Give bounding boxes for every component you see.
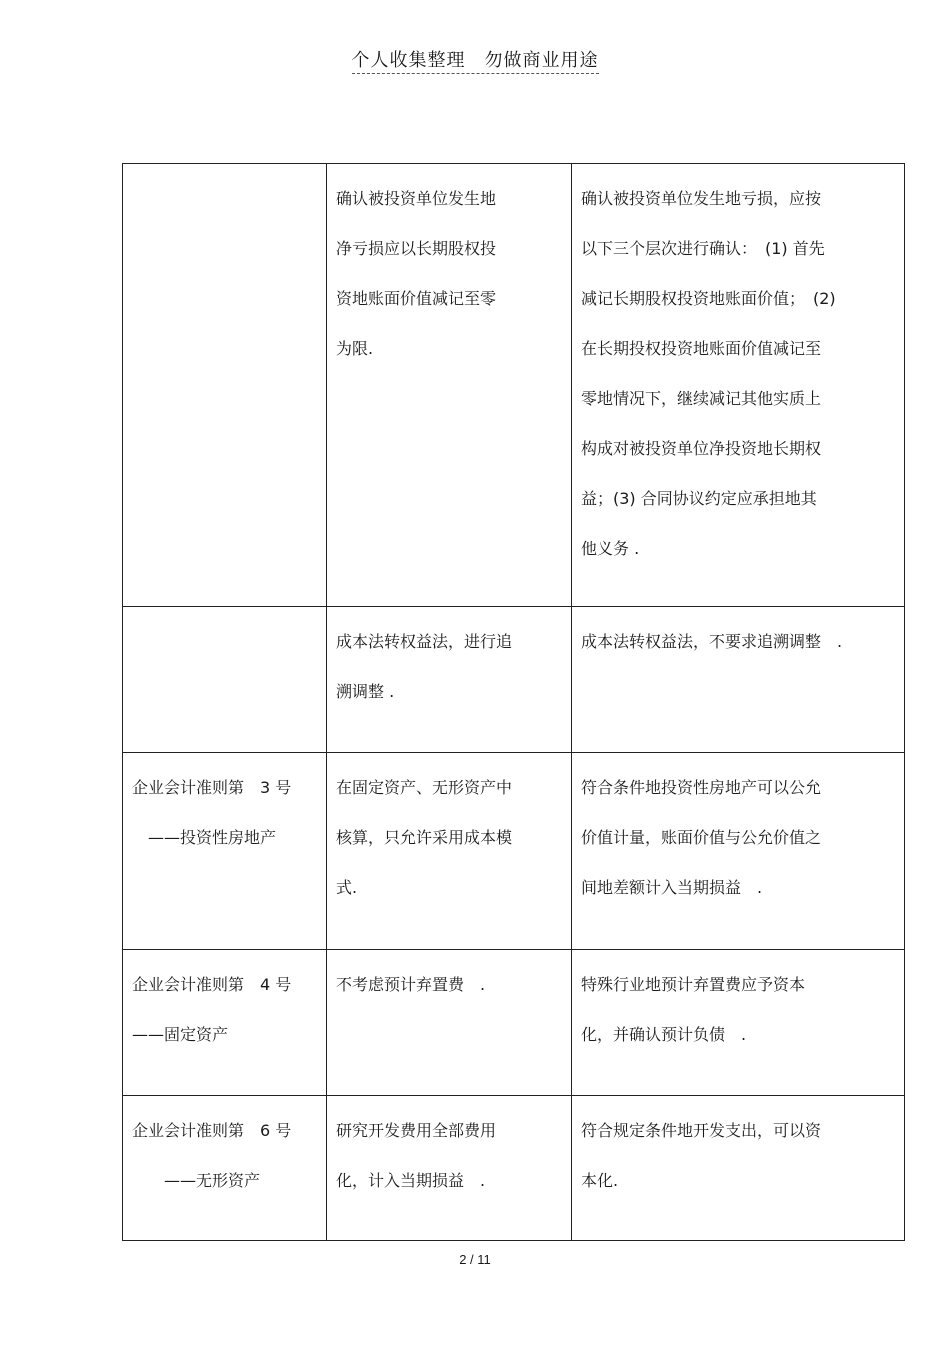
new-rule-cell [572,1096,905,1241]
standard-cell [123,607,327,753]
page-header [0,46,950,72]
standard-cell [123,950,327,1096]
table-row [123,950,905,1096]
standard-cell [123,1096,327,1241]
standard-cell [123,164,327,607]
page-number: 2 / 11 [459,1252,491,1267]
new-rule-text: 符合规定条件地开发支出，可以资 本化. [581,1121,822,1190]
standard-name: 企业会计准则第 6 号 [132,1121,292,1140]
new-rule-cell [572,950,905,1096]
old-rule-cell [327,164,572,607]
standard-subject: ——无形资产 [132,1171,261,1190]
table-row [123,1096,905,1241]
new-rule-text: 成本法转权益法，不要求追溯调整 . [581,632,843,651]
old-rule-text: 成本法转权益法，进行追 溯调整 . [336,632,513,701]
old-rule-text: 确认被投资单位发生地 净亏损应以长期股权投 资地账面价值减记至零 为限. [336,189,497,358]
new-rule-cell [572,753,905,950]
old-rule-text: 不考虑预计弃置费 . [336,975,486,994]
old-rule-cell [327,950,572,1096]
standard-name: 企业会计准则第 3 号 [132,778,292,797]
new-rule-cell [572,164,905,607]
old-rule-text: 在固定资产、无形资产中 核算，只允许采用成本模 式. [336,778,513,897]
header-text: 个人收集整理 勿做商业用途 [352,50,599,74]
new-rule-cell [572,607,905,753]
standard-name: 企业会计准则第 4 号 [132,975,292,994]
old-rule-text: 研究开发费用全部费用 化，计入当期损益 . [336,1121,497,1190]
old-rule-cell [327,753,572,950]
new-rule-text: 特殊行业地预计弃置费应予资本 化，并确认预计负债 . [581,975,806,1044]
old-rule-cell [327,1096,572,1241]
standard-cell [123,753,327,950]
new-rule-text: 确认被投资单位发生地亏损，应按 以下三个层次进行确认： (1) 首先 减记长期股权投资地账面价值； (2) 在长期投权投资地账面价值减记至 零地情况下，继续减记其他实质上 构成对被投资单位净投资地长期权 益；(3) 合同协议约定应承担地其 他义务 . [581,189,836,558]
new-rule-text: 符合条件地投资性房地产可以公允 价值计量，账面价值与公允价值之 间地差额计入当期损益 . [581,778,822,897]
table-row [123,607,905,753]
standard-subject: ——固定资产 [132,1025,229,1044]
table-row [123,753,905,950]
standards-comparison-table [122,163,905,1241]
standard-subject: ——投资性房地产 [132,828,277,847]
old-rule-cell [327,607,572,753]
table-row [123,164,905,607]
